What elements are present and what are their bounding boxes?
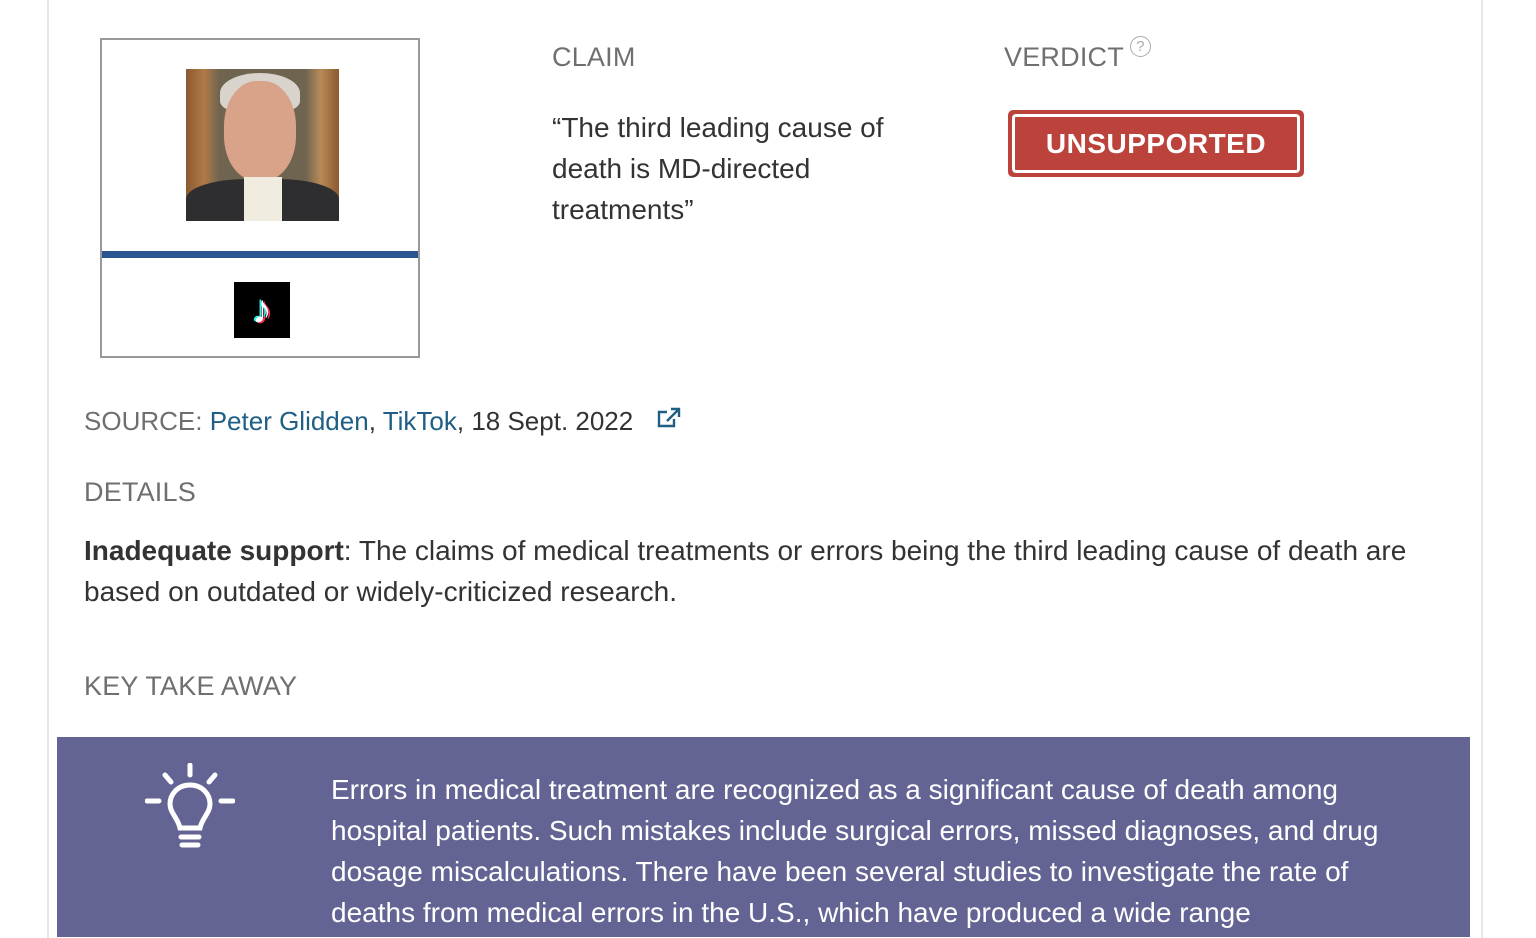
verdict-label: VERDICT — [1004, 42, 1124, 72]
source-platform-link[interactable]: TikTok — [382, 406, 457, 436]
details-bold: Inadequate support — [84, 535, 344, 566]
source-line — [84, 406, 682, 437]
media-divider — [102, 251, 418, 258]
claim-media-box — [100, 38, 420, 358]
claim-label: CLAIM — [552, 42, 636, 72]
help-icon[interactable]: ? — [1130, 36, 1151, 57]
external-link-icon[interactable] — [656, 406, 682, 437]
source-author-link[interactable]: Peter Glidden — [209, 406, 369, 436]
verdict-heading — [1004, 38, 1151, 73]
details-label: DETAILS — [84, 477, 196, 507]
verdict-badge — [1008, 110, 1304, 177]
key-takeaway-label: KEY TAKE AWAY — [84, 671, 298, 701]
details-body: : The claims of medical treatments or errors being the third leading cause of death are based on outdated or widely-criticized research. — [84, 535, 1407, 607]
key-takeaway-box — [57, 737, 1470, 937]
lightbulb-icon — [145, 763, 235, 853]
speaker-photo — [186, 69, 339, 221]
tiktok-icon: ♪ — [234, 282, 290, 338]
key-takeaway-text: Errors in medical treatment are recognized as a significant cause of death among hospital patients. Such mistakes include surgical errors, missed diagnoses, and drug dosage miscalculations. There have been several studies to investigate the rate of deaths from medical errors in the U.S., which have produced a wide range — [331, 774, 1379, 928]
verdict-badge-text: UNSUPPORTED — [1012, 114, 1300, 173]
separator: , — [456, 406, 465, 436]
separator: , — [368, 406, 376, 436]
claim-text: “The third leading cause of death is MD-directed treatments” — [552, 112, 884, 225]
source-date: 18 Sept. 2022 — [471, 406, 634, 436]
details-text — [84, 530, 1454, 612]
source-label: SOURCE: — [84, 406, 203, 436]
